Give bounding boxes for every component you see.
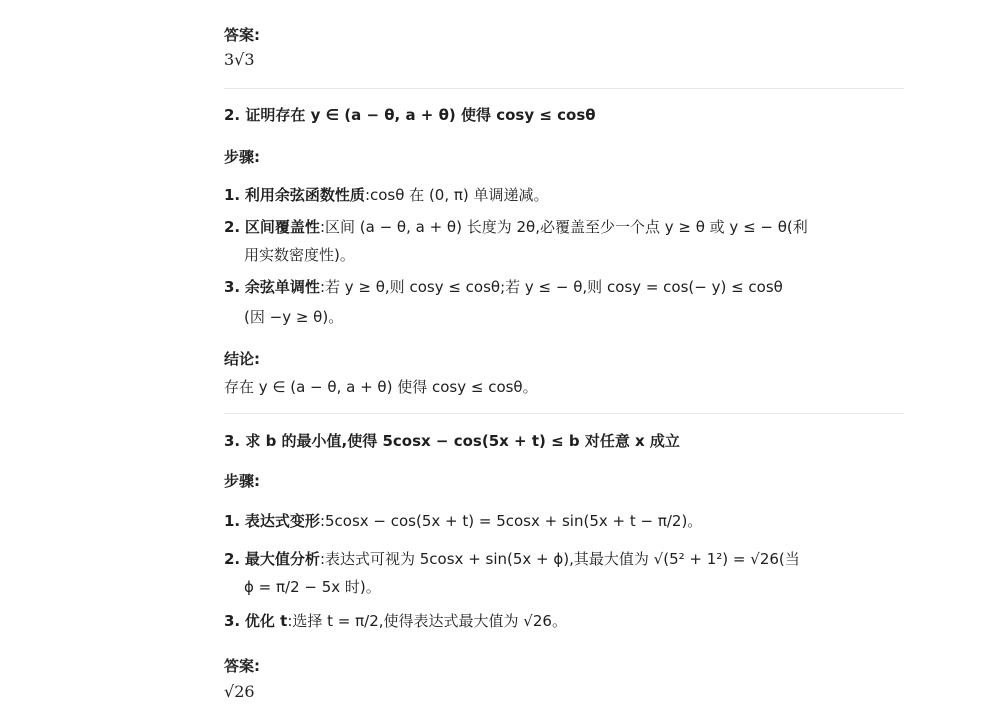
q3-answer-value: √26 [224, 682, 255, 701]
step-heading: 利用余弦函数性质 [244, 186, 365, 204]
step-number: 2. [224, 218, 241, 236]
step-number: 3. [224, 278, 241, 296]
step-heading: 表达式变形 [244, 512, 320, 530]
step-number: 1. [224, 186, 241, 204]
q3-answer-label: 答案: [224, 657, 260, 675]
step-body: :选择 t = π/2,使得表达式最大值为 √26。 [287, 612, 567, 630]
q2-title: 2. 证明存在 y ∈ (a − θ, a + θ) 使得 cosy ≤ cosθ [224, 106, 596, 124]
q3-step-2-continuation: ϕ = π/2 − 5x 时)。 [244, 578, 381, 596]
q2-step-1 [224, 184, 549, 205]
q3-title: 3. 求 b 的最小值,使得 5cosx − cos(5x + t) ≤ b 对任意 x 成立 [224, 432, 680, 450]
q2-step-3-continuation: (因 −y ≥ θ)。 [244, 308, 344, 326]
step-heading: 优化 t [244, 612, 288, 630]
q3-step-2 [224, 548, 800, 569]
q2-step-2 [224, 216, 808, 237]
step-body: :表达式可视为 5cosx + sin(5x + ϕ),其最大值为 √(5² + 1²) = √26(当 [319, 550, 800, 568]
q2-conclusion-label: 结论: [224, 350, 260, 368]
q2-step-3 [224, 276, 783, 297]
q3-steps-label: 步骤: [224, 472, 260, 490]
divider [224, 88, 904, 89]
q1-answer-value: 3√3 [224, 50, 255, 69]
step-number: 2. [224, 550, 241, 568]
q3-step-3 [224, 610, 567, 631]
step-heading: 区间覆盖性 [244, 218, 320, 236]
q2-conclusion: 存在 y ∈ (a − θ, a + θ) 使得 cosy ≤ cosθ。 [224, 378, 538, 396]
q2-steps-label: 步骤: [224, 148, 260, 166]
step-body: :cosθ 在 (0, π) 单调递减。 [364, 186, 549, 204]
divider [224, 413, 904, 414]
step-heading: 余弦单调性 [244, 278, 320, 296]
q1-answer-label: 答案: [224, 26, 260, 44]
step-body: :5cosx − cos(5x + t) = 5cosx + sin(5x + t − π/2)。 [319, 512, 703, 530]
step-number: 1. [224, 512, 241, 530]
step-body: :区间 (a − θ, a + θ) 长度为 2θ,必覆盖至少一个点 y ≥ θ 或 y ≤ − θ(利 [319, 218, 808, 236]
step-heading: 最大值分析 [244, 550, 320, 568]
q3-step-1 [224, 510, 702, 531]
q2-step-2-continuation: 用实数密度性)。 [244, 246, 355, 264]
step-number: 3. [224, 612, 241, 630]
step-body: :若 y ≥ θ,则 cosy ≤ cosθ;若 y ≤ − θ,则 cosy = cos(− y) ≤ cosθ [319, 278, 783, 296]
